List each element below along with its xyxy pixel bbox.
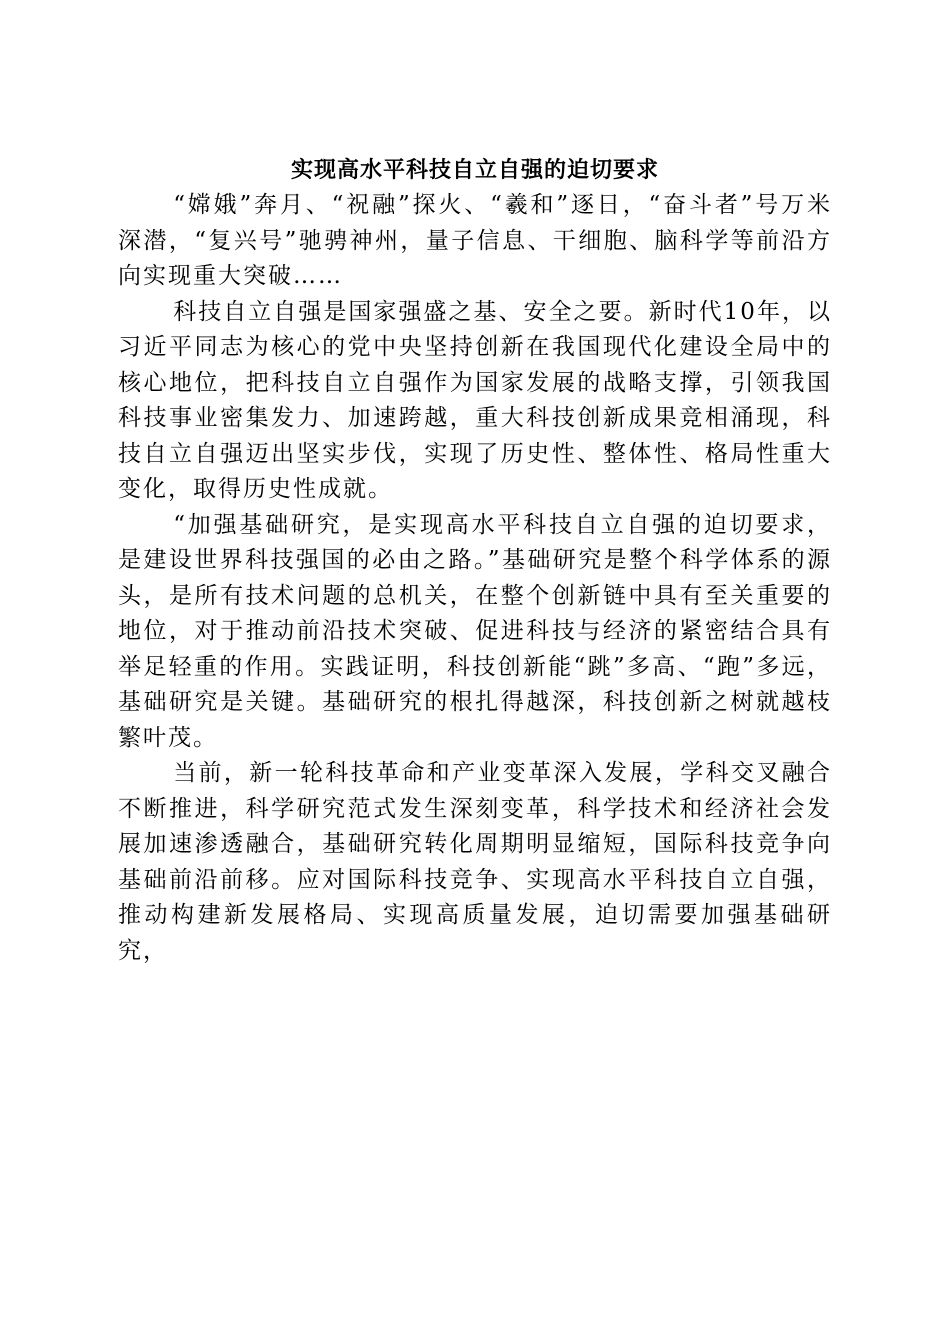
- document-body: [118, 152, 832, 969]
- paragraph-2: 科技自立自强是国家强盛之基、安全之要。新时代10年，以习近平同志为核心的党中央坚持创新在我国现代化建设全局中的核心地位，把科技自立自强作为国家发展的战略支撑，引领我国科技事业密集发力、加速跨越，重大科技创新成果竞相涌现，科技自立自强迈出坚实步伐，实现了历史性、整体性、格局性重大变化，取得历史性成就。: [118, 298, 832, 502]
- document-title: 实现高水平科技自立自强的迫切要求: [290, 157, 659, 183]
- paragraph-3: “加强基础研究，是实现高水平科技自立自强的迫切要求，是建设世界科技强国的必由之路。”基础研究是整个科学体系的源头，是所有技术问题的总机关，在整个创新链中具有至关重要的地位，对于推动前沿技术突破、促进科技与经济的紧密结合具有举足轻重的作用。实践证明，科技创新能“跳”多高、“跑”多远，基础研究是关键。基础研究的根扎得越深，科技创新之树就越枝繁叶茂。: [118, 511, 832, 751]
- paragraph-4: 当前，新一轮科技革命和产业变革深入发展，学科交叉融合不断推进，科学研究范式发生深刻变革，科学技术和经济社会发展加速渗透融合，基础研究转化周期明显缩短，国际科技竞争向基础前沿前移。应对国际科技竞争、实现高水平科技自立自强，推动构建新发展格局、实现高质量发展，迫切需要加强基础研究，: [118, 760, 832, 964]
- paragraph-1: “嫦娥”奔月、“祝融”探火、“羲和”逐日，“奋斗者”号万米深潜，“复兴号”驰骋神州，量子信息、干细胞、脑科学等前沿方向实现重大突破……: [118, 192, 832, 289]
